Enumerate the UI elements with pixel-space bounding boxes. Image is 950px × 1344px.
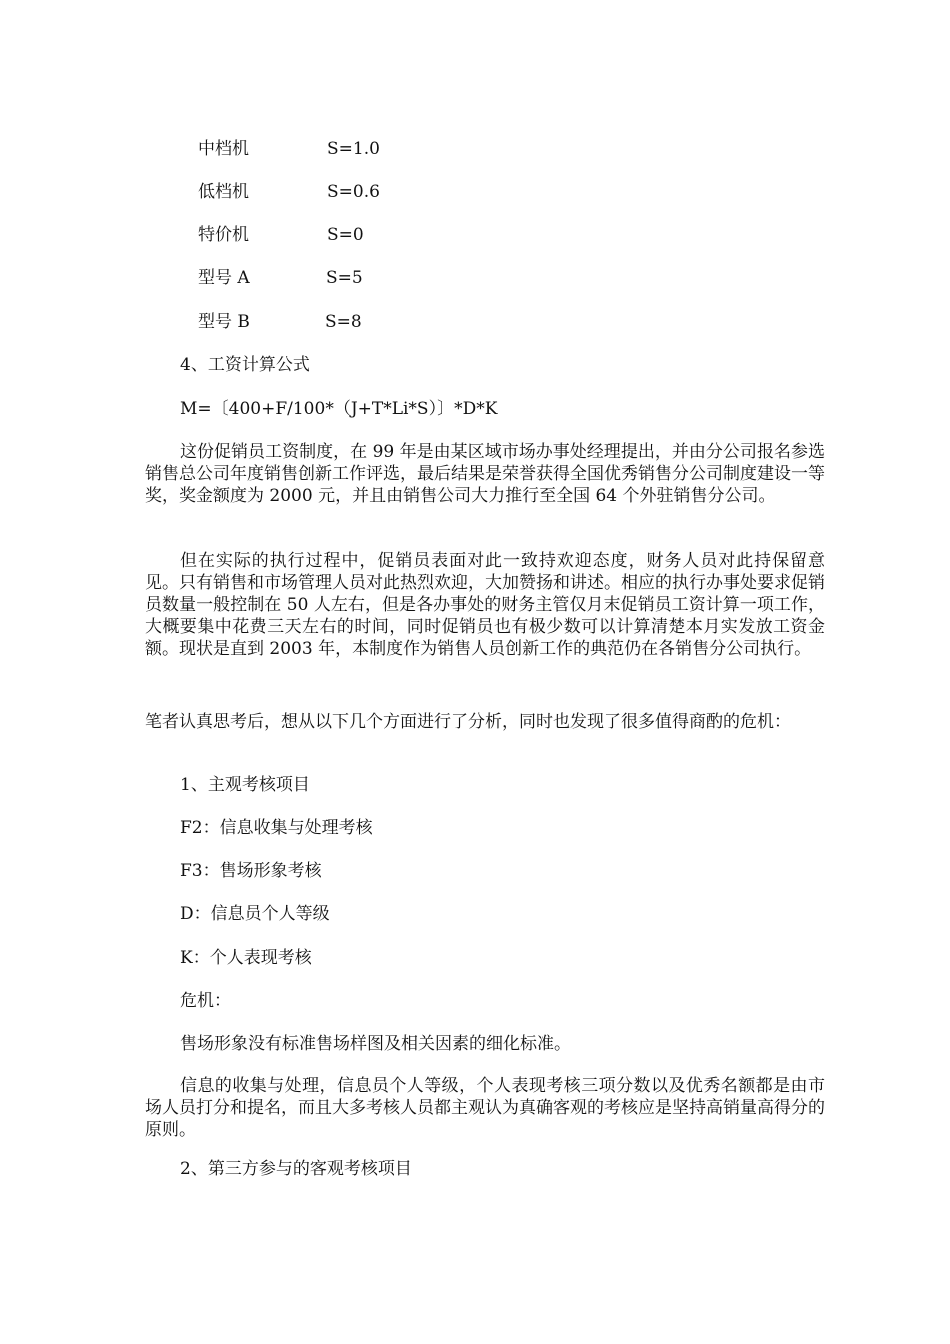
paragraph: 这份促销员工资制度，在 99 年是由某区域市场办事处经理提出，并由分公司报名参选销售总公司年度销售创新工作评选，最后结果是荣誉获得全国优秀销售分公司制度建设一等奖，奖金额度为 2000 元，并且由销售公司大力推行至全国 64 个外驻销售分公司。 (145, 442, 825, 506)
section-heading: 2、第三方参与的客观考核项目 (180, 1159, 412, 1179)
grade-name: 特价机 (198, 225, 249, 245)
list-item: K：个人表现考核 (180, 948, 312, 968)
crisis-label: 危机： (180, 991, 231, 1011)
section-heading: 1、主观考核项目 (180, 775, 310, 795)
grade-value: S=5 (326, 268, 363, 288)
paragraph: 信息的收集与处理，信息员个人等级，个人表现考核三项分数以及优秀名额都是由市场人员打分和提名，而且大多考核人员都主观认为真确客观的考核应是坚持高销量高得分的原则。 (145, 1076, 825, 1140)
paragraph: 售场形象没有标准售场样图及相关因素的细化标准。 (180, 1034, 571, 1054)
grade-value: S=0.6 (327, 182, 380, 202)
paragraph: 但在实际的执行过程中，促销员表面对此一致持欢迎态度，财务人员对此持保留意见。只有销售和市场管理人员对此热烈欢迎，大加赞扬和讲述。相应的执行办事处要求促销员数量一般控制在 50 人左右，但是各办事处的财务主管仅月末促销员工资计算一项工作，大概要集中花费三天左右的时间，同时促销员也有极少数可以计算清楚本月实发放工资金额。现状是直到 2003 年，本制度作为销售人员创新工作的典范仍在各销售分公司执行。 (145, 551, 825, 659)
grade-name: 低档机 (198, 182, 249, 202)
list-item: F2：信息收集与处理考核 (180, 818, 373, 838)
grade-name: 中档机 (198, 139, 249, 159)
grade-value: S=0 (327, 225, 364, 245)
grade-name: 型号 A (198, 268, 250, 288)
list-item: F3：售场形象考核 (180, 861, 322, 881)
grade-value: S=8 (325, 312, 362, 332)
list-item: D：信息员个人等级 (180, 904, 330, 924)
formula: M=〔400+F/100*（J+T*Li*S）〕*D*K (180, 399, 498, 419)
grade-name: 型号 B (198, 312, 250, 332)
grade-value: S=1.0 (327, 139, 380, 159)
formula-heading: 4、工资计算公式 (180, 355, 310, 375)
paragraph: 笔者认真思考后，想从以下几个方面进行了分析，同时也发现了很多值得商酌的危机： (145, 712, 791, 732)
